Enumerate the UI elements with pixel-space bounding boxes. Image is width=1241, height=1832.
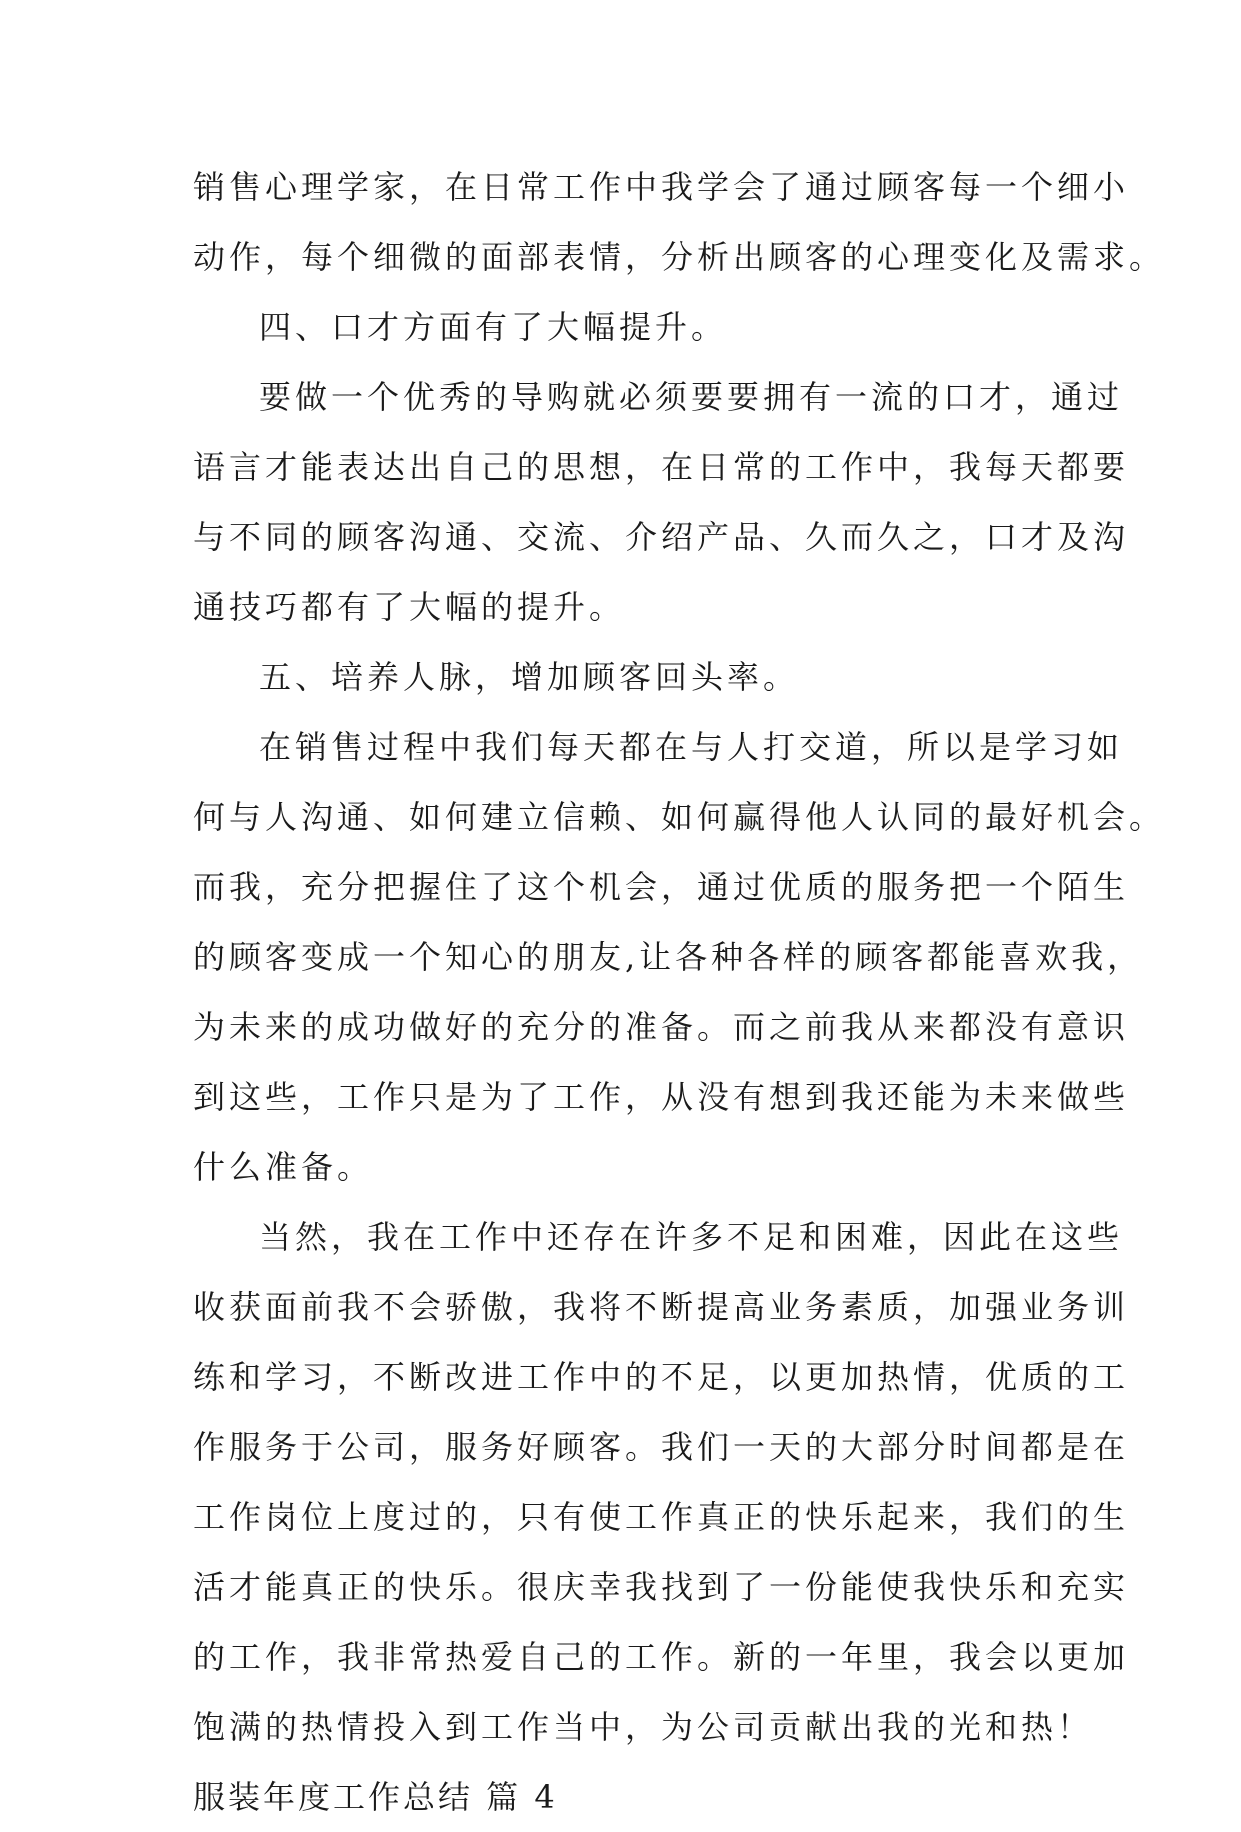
text-line: 通技巧都有了大幅的提升。 (193, 588, 626, 626)
text-line: 何与人沟通、如何建立信赖、如何赢得他人认同的最好机会。 (193, 798, 1166, 836)
text-line: 的顾客变成一个知心的朋友,让各种各样的顾客都能喜欢我， (193, 938, 1144, 976)
text-line: 活才能真正的快乐。很庆幸我找到了一份能使我快乐和充实 (193, 1568, 1130, 1606)
text-line: 销售心理学家，在日常工作中我学会了通过顾客每一个细小 (193, 168, 1130, 206)
text-line: 要做一个优秀的导购就必须要要拥有一流的口才，通过 (259, 378, 1124, 416)
document-body (193, 152, 1166, 1832)
text-line: 收获面前我不会骄傲，我将不断提高业务素质，加强业务训 (193, 1288, 1130, 1326)
section-heading: 四、口才方面有了大幅提升。 (259, 308, 728, 346)
text-line: 什么准备。 (193, 1148, 374, 1186)
text-line: 练和学习，不断改进工作中的不足，以更加热情，优质的工 (193, 1358, 1130, 1396)
text-line: 到这些，工作只是为了工作，从没有想到我还能为未来做些 (193, 1078, 1130, 1116)
text-line: 的工作，我非常热爱自己的工作。新的一年里，我会以更加 (193, 1638, 1130, 1676)
text-line: 饱满的热情投入到工作当中，为公司贡献出我的光和热！ (193, 1708, 1094, 1746)
text-line: 在销售过程中我们每天都在与人打交道，所以是学习如 (259, 728, 1124, 766)
section-heading: 五、培养人脉，增加顾客回头率。 (259, 658, 800, 696)
text-line: 动作，每个细微的面部表情，分析出顾客的心理变化及需求。 (193, 238, 1166, 276)
text-line: 语言才能表达出自己的思想，在日常的工作中，我每天都要 (193, 448, 1130, 486)
text-line: 为未来的成功做好的充分的准备。而之前我从来都没有意识 (193, 1008, 1130, 1046)
document-title: 服装年度工作总结 篇 4 (193, 1778, 558, 1816)
text-line: 而我，充分把握住了这个机会，通过优质的服务把一个陌生 (193, 868, 1130, 906)
text-line: 工作岗位上度过的，只有使工作真正的快乐起来，我们的生 (193, 1498, 1130, 1536)
text-line: 作服务于公司，服务好顾客。我们一天的大部分时间都是在 (193, 1428, 1130, 1466)
text-line: 与不同的顾客沟通、交流、介绍产品、久而久之，口才及沟 (193, 518, 1130, 556)
text-line: 当然，我在工作中还存在许多不足和困难，因此在这些 (259, 1218, 1124, 1256)
